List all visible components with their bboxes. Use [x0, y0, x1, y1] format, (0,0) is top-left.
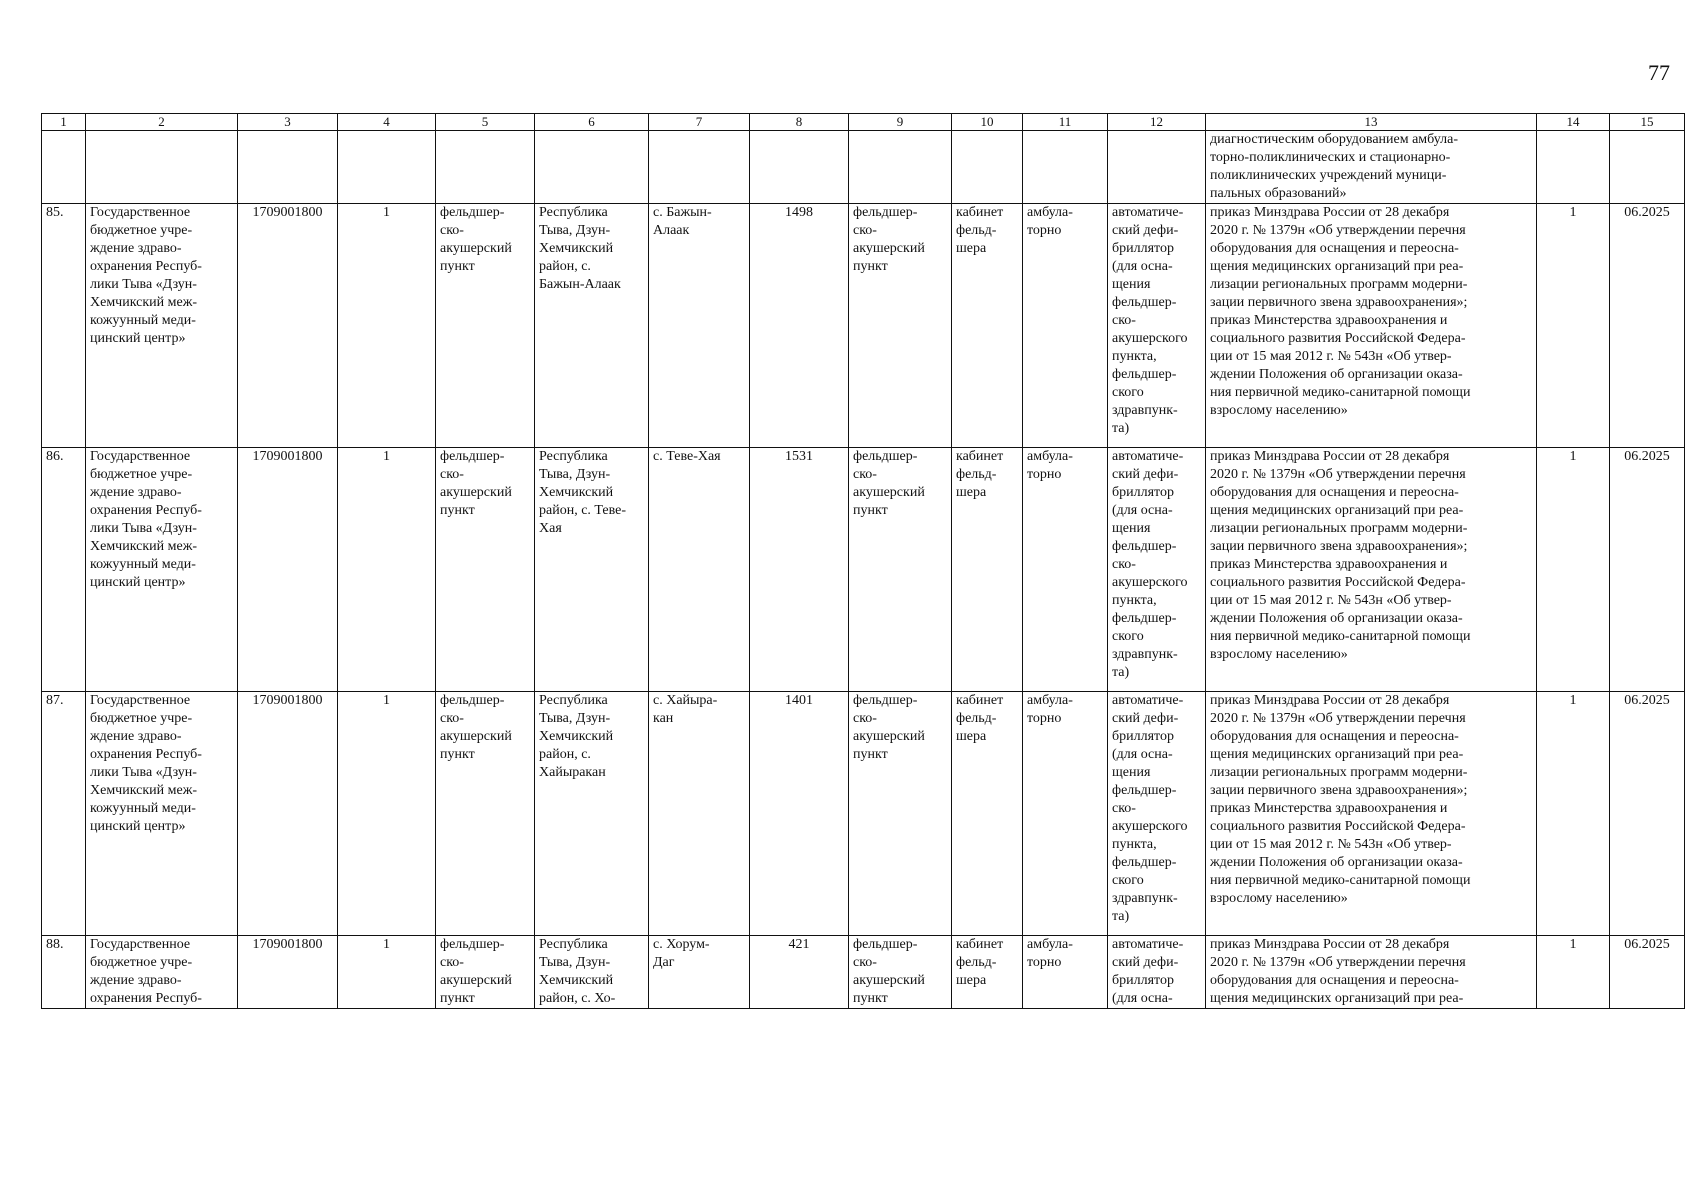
count-value: 1: [338, 936, 436, 1009]
population: 1531: [750, 448, 849, 692]
unit-type: фельдшер- ско- акушерский пункт: [849, 448, 952, 692]
organization-code: 1709001800: [238, 448, 338, 692]
count-value: 1: [338, 692, 436, 936]
care-condition: амбула- торно: [1023, 692, 1108, 936]
col-header-3: 3: [238, 114, 338, 131]
due-date: 06.2025: [1610, 692, 1685, 936]
table-row: [42, 204, 1685, 448]
table-row: [42, 936, 1685, 1009]
continuation-legal-basis: диагностическим оборудованием амбула- торно-поликлинических и стационарно- поликлинических учреждений муници- пальных образований»: [1206, 131, 1537, 204]
room-type: кабинет фельд- шера: [952, 692, 1023, 936]
organization-code: 1709001800: [238, 204, 338, 448]
room-type: кабинет фельд- шера: [952, 936, 1023, 1009]
legal-basis: приказ Минздрава России от 28 декабря 2020 г. № 1379н «Об утверждении перечня оборудования для оснащения и переосна- щения медицинских организаций при реа-: [1206, 936, 1537, 1009]
unit-type: фельдшер- ско- акушерский пункт: [849, 692, 952, 936]
quantity: 1: [1537, 448, 1610, 692]
equipment-table: [41, 113, 1685, 1009]
organization-name: Государственное бюджетное учре- ждение здраво- охранения Респуб- лики Тыва «Дзун- Хемчикский меж- кожуунный меди- цинский центр»: [86, 692, 238, 936]
count-value: 1: [338, 448, 436, 692]
care-condition: амбула- торно: [1023, 448, 1108, 692]
organization-name: Государственное бюджетное учре- ждение здраво- охранения Респуб- лики Тыва «Дзун- Хемчикский меж- кожуунный меди- цинский центр»: [86, 448, 238, 692]
legal-basis: приказ Минздрава России от 28 декабря 2020 г. № 1379н «Об утверждении перечня оборудования для оснащения и переосна- щения медицинских организаций при реа- лизации региональных программ модерни- зации первичного звена здравоохранения»; приказ Минстерства здравоохранения и социального развития Российской Федера- ции от 15 мая 2012 г. № 543н «Об утвер- ждении Положения об организации оказа- ния первичной медико-санитарной помощи взрослому населению»: [1206, 204, 1537, 448]
table-row: [42, 692, 1685, 936]
column-number-row: [42, 114, 1685, 131]
facility-type: фельдшер- ско- акушерский пункт: [436, 448, 535, 692]
facility-address: Республика Тыва, Дзун- Хемчикский район, с. Теве- Хая: [535, 448, 649, 692]
col-header-1: 1: [42, 114, 86, 131]
quantity: 1: [1537, 692, 1610, 936]
due-date: 06.2025: [1610, 936, 1685, 1009]
table-row: [42, 448, 1685, 692]
care-condition: амбула- торно: [1023, 204, 1108, 448]
settlement: с. Бажын- Алаак: [649, 204, 750, 448]
col-header-15: 15: [1610, 114, 1685, 131]
row-number: 87.: [42, 692, 86, 936]
legal-basis: приказ Минздрава России от 28 декабря 2020 г. № 1379н «Об утверждении перечня оборудования для оснащения и переосна- щения медицинских организаций при реа- лизации региональных программ модерни- зации первичного звена здравоохранения»; приказ Минстерства здравоохранения и социального развития Российской Федера- ции от 15 мая 2012 г. № 543н «Об утвер- ждении Положения об организации оказа- ния первичной медико-санитарной помощи взрослому населению»: [1206, 448, 1537, 692]
unit-type: фельдшер- ско- акушерский пункт: [849, 936, 952, 1009]
equipment-name: автоматиче- ский дефи- бриллятор (для осна- щения фельдшер- ско- акушерского пункта, фельдшер- ского здравпунк- та): [1108, 204, 1206, 448]
room-type: кабинет фельд- шера: [952, 204, 1023, 448]
organization-code: 1709001800: [238, 936, 338, 1009]
col-header-5: 5: [436, 114, 535, 131]
page-number: 77: [1648, 60, 1670, 85]
quantity: 1: [1537, 204, 1610, 448]
settlement: с. Теве-Хая: [649, 448, 750, 692]
facility-type: фельдшер- ско- акушерский пункт: [436, 204, 535, 448]
legal-basis: приказ Минздрава России от 28 декабря 2020 г. № 1379н «Об утверждении перечня оборудования для оснащения и переосна- щения медицинских организаций при реа- лизации региональных программ модерни- зации первичного звена здравоохранения»; приказ Минстерства здравоохранения и социального развития Российской Федера- ции от 15 мая 2012 г. № 543н «Об утвер- ждении Положения об организации оказа- ния первичной медико-санитарной помощи взрослому населению»: [1206, 692, 1537, 936]
col-header-6: 6: [535, 114, 649, 131]
facility-type: фельдшер- ско- акушерский пункт: [436, 936, 535, 1009]
col-header-11: 11: [1023, 114, 1108, 131]
organization-code: 1709001800: [238, 692, 338, 936]
quantity: 1: [1537, 936, 1610, 1009]
count-value: 1: [338, 204, 436, 448]
population: 1498: [750, 204, 849, 448]
col-header-7: 7: [649, 114, 750, 131]
col-header-14: 14: [1537, 114, 1610, 131]
facility-type: фельдшер- ско- акушерский пункт: [436, 692, 535, 936]
equipment-name: автоматиче- ский дефи- бриллятор (для осна- щения фельдшер- ско- акушерского пункта, фельдшер- ского здравпунк- та): [1108, 448, 1206, 692]
organization-name: Государственное бюджетное учре- ждение здраво- охранения Респуб-: [86, 936, 238, 1009]
col-header-9: 9: [849, 114, 952, 131]
col-header-12: 12: [1108, 114, 1206, 131]
organization-name: Государственное бюджетное учре- ждение здраво- охранения Респуб- лики Тыва «Дзун- Хемчикский меж- кожуунный меди- цинский центр»: [86, 204, 238, 448]
population: 1401: [750, 692, 849, 936]
equipment-name: автоматиче- ский дефи- бриллятор (для осна-: [1108, 936, 1206, 1009]
facility-address: Республика Тыва, Дзун- Хемчикский район, с. Хайыракан: [535, 692, 649, 936]
col-header-10: 10: [952, 114, 1023, 131]
row-number: 85.: [42, 204, 86, 448]
col-header-4: 4: [338, 114, 436, 131]
equipment-name: автоматиче- ский дефи- бриллятор (для осна- щения фельдшер- ско- акушерского пункта, фельдшер- ского здравпунк- та): [1108, 692, 1206, 936]
col-header-2: 2: [86, 114, 238, 131]
settlement: с. Хорум- Даг: [649, 936, 750, 1009]
facility-address: Республика Тыва, Дзун- Хемчикский район, с. Бажын-Алаак: [535, 204, 649, 448]
col-header-13: 13: [1206, 114, 1537, 131]
unit-type: фельдшер- ско- акушерский пункт: [849, 204, 952, 448]
settlement: с. Хайыра- кан: [649, 692, 750, 936]
room-type: кабинет фельд- шера: [952, 448, 1023, 692]
row-number: 88.: [42, 936, 86, 1009]
population: 421: [750, 936, 849, 1009]
row-number: 86.: [42, 448, 86, 692]
continuation-row: [42, 131, 1685, 204]
due-date: 06.2025: [1610, 204, 1685, 448]
care-condition: амбула- торно: [1023, 936, 1108, 1009]
col-header-8: 8: [750, 114, 849, 131]
due-date: 06.2025: [1610, 448, 1685, 692]
facility-address: Республика Тыва, Дзун- Хемчикский район, с. Хо-: [535, 936, 649, 1009]
